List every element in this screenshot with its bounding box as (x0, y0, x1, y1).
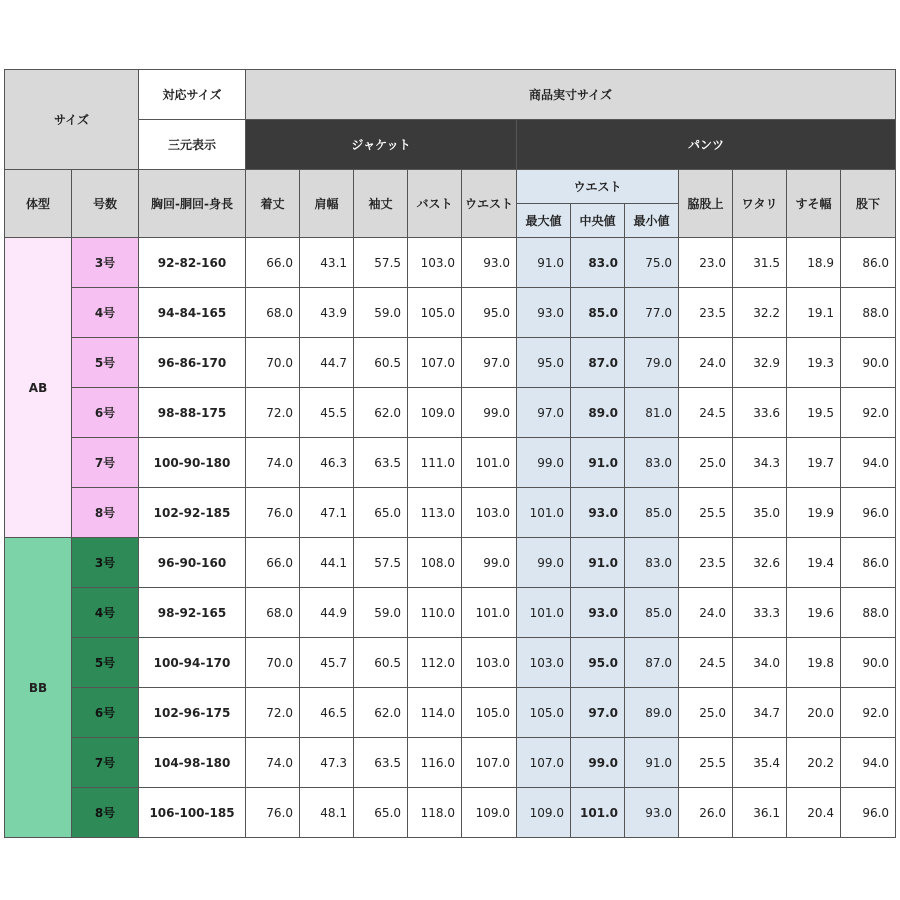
waist-mid-value: 101.0 (571, 788, 625, 838)
length-value: 72.0 (246, 688, 300, 738)
waist-max-value: 99.0 (517, 438, 571, 488)
table-row (5, 538, 896, 588)
size-number-cell: 3号 (72, 538, 139, 588)
waist-min-header: 最小値 (625, 204, 679, 238)
size-number-cell: 7号 (72, 438, 139, 488)
sleeve-value: 65.0 (354, 788, 408, 838)
sleeve-value: 63.5 (354, 438, 408, 488)
inseam-value: 88.0 (841, 288, 896, 338)
waist-min-value: 83.0 (625, 438, 679, 488)
jacket-waist-header: ウエスト (462, 170, 517, 238)
sleeve-value: 57.5 (354, 238, 408, 288)
bust-value: 107.0 (408, 338, 462, 388)
bust-value: 112.0 (408, 638, 462, 688)
inseam-value: 90.0 (841, 638, 896, 688)
table-row (5, 438, 896, 488)
shoulder-value: 43.9 (300, 288, 354, 338)
waist-min-value: 83.0 (625, 538, 679, 588)
sleeve-value: 65.0 (354, 488, 408, 538)
inseam-value: 90.0 (841, 338, 896, 388)
waist-min-value: 75.0 (625, 238, 679, 288)
inseam-header: 股下 (841, 170, 896, 238)
hem-value: 19.3 (787, 338, 841, 388)
jacket-waist-value: 95.0 (462, 288, 517, 338)
sleeve-value: 60.5 (354, 638, 408, 688)
bust-value: 108.0 (408, 538, 462, 588)
thigh-value: 36.1 (733, 788, 787, 838)
rise-value: 24.5 (679, 388, 733, 438)
waist-max-value: 103.0 (517, 638, 571, 688)
bust-value: 111.0 (408, 438, 462, 488)
waist-max-value: 105.0 (517, 688, 571, 738)
rise-value: 23.5 (679, 538, 733, 588)
inseam-value: 88.0 (841, 588, 896, 638)
rise-value: 25.0 (679, 688, 733, 738)
table-row (5, 788, 896, 838)
jacket-waist-value: 99.0 (462, 538, 517, 588)
hem-value: 19.6 (787, 588, 841, 638)
waist-min-value: 91.0 (625, 738, 679, 788)
bust-value: 110.0 (408, 588, 462, 638)
jacket-header: ジャケット (246, 120, 517, 170)
waist-min-value: 79.0 (625, 338, 679, 388)
length-value: 74.0 (246, 738, 300, 788)
waist-max-value: 95.0 (517, 338, 571, 388)
body-type-cell: BB (5, 538, 72, 838)
inseam-value: 92.0 (841, 388, 896, 438)
inseam-value: 96.0 (841, 788, 896, 838)
waist-min-value: 81.0 (625, 388, 679, 438)
length-value: 70.0 (246, 338, 300, 388)
shoulder-value: 45.7 (300, 638, 354, 688)
pants-waist-header: ウエスト (517, 170, 679, 204)
shoulder-value: 45.5 (300, 388, 354, 438)
size-header: サイズ (5, 70, 139, 170)
sleeve-value: 63.5 (354, 738, 408, 788)
dimensions-cell: 96-86-170 (139, 338, 246, 388)
size-number-cell: 5号 (72, 638, 139, 688)
length-header: 着丈 (246, 170, 300, 238)
size-number-cell: 4号 (72, 288, 139, 338)
waist-max-value: 101.0 (517, 488, 571, 538)
waist-min-value: 93.0 (625, 788, 679, 838)
waist-mid-value: 87.0 (571, 338, 625, 388)
body-type-header: 体型 (5, 170, 72, 238)
jacket-waist-value: 103.0 (462, 488, 517, 538)
supported-size-header: 対応サイズ (139, 70, 246, 120)
sleeve-value: 59.0 (354, 588, 408, 638)
shoulder-value: 46.5 (300, 688, 354, 738)
rise-value: 24.0 (679, 338, 733, 388)
dimensions-cell: 98-92-165 (139, 588, 246, 638)
length-value: 70.0 (246, 638, 300, 688)
rise-value: 25.5 (679, 488, 733, 538)
shoulder-value: 44.1 (300, 538, 354, 588)
inseam-value: 94.0 (841, 738, 896, 788)
waist-mid-value: 89.0 (571, 388, 625, 438)
table-row (5, 488, 896, 538)
waist-mid-value: 97.0 (571, 688, 625, 738)
jacket-waist-value: 93.0 (462, 238, 517, 288)
size-number-cell: 6号 (72, 388, 139, 438)
waist-max-value: 97.0 (517, 388, 571, 438)
sleeve-header: 袖丈 (354, 170, 408, 238)
thigh-value: 32.6 (733, 538, 787, 588)
sleeve-value: 62.0 (354, 388, 408, 438)
bust-value: 114.0 (408, 688, 462, 738)
waist-min-value: 85.0 (625, 488, 679, 538)
thigh-value: 32.2 (733, 288, 787, 338)
jacket-waist-value: 103.0 (462, 638, 517, 688)
waist-max-header: 最大値 (517, 204, 571, 238)
hem-value: 19.7 (787, 438, 841, 488)
jacket-waist-value: 97.0 (462, 338, 517, 388)
waist-mid-header: 中央値 (571, 204, 625, 238)
size-number-cell: 6号 (72, 688, 139, 738)
rise-value: 26.0 (679, 788, 733, 838)
dimensions-cell: 106-100-185 (139, 788, 246, 838)
sleeve-value: 60.5 (354, 338, 408, 388)
length-value: 66.0 (246, 238, 300, 288)
size-number-cell: 5号 (72, 338, 139, 388)
waist-max-value: 93.0 (517, 288, 571, 338)
jacket-waist-value: 109.0 (462, 788, 517, 838)
length-value: 72.0 (246, 388, 300, 438)
inseam-value: 92.0 (841, 688, 896, 738)
waist-max-value: 107.0 (517, 738, 571, 788)
waist-mid-value: 91.0 (571, 438, 625, 488)
hem-value: 19.9 (787, 488, 841, 538)
waist-min-value: 77.0 (625, 288, 679, 338)
dimensions-cell: 102-92-185 (139, 488, 246, 538)
rise-value: 25.5 (679, 738, 733, 788)
thigh-value: 35.0 (733, 488, 787, 538)
hem-value: 19.5 (787, 388, 841, 438)
bust-value: 118.0 (408, 788, 462, 838)
bust-value: 103.0 (408, 238, 462, 288)
table-row (5, 338, 896, 388)
waist-mid-value: 95.0 (571, 638, 625, 688)
table-row (5, 388, 896, 438)
rise-value: 24.5 (679, 638, 733, 688)
hem-value: 20.0 (787, 688, 841, 738)
hem-value: 19.8 (787, 638, 841, 688)
table-row (5, 638, 896, 688)
hem-value: 18.9 (787, 238, 841, 288)
size-number-cell: 8号 (72, 488, 139, 538)
hem-value: 20.4 (787, 788, 841, 838)
hem-value: 19.4 (787, 538, 841, 588)
shoulder-value: 44.9 (300, 588, 354, 638)
waist-mid-value: 85.0 (571, 288, 625, 338)
thigh-value: 35.4 (733, 738, 787, 788)
table-row (5, 588, 896, 638)
bust-value: 113.0 (408, 488, 462, 538)
size-number-cell: 4号 (72, 588, 139, 638)
thigh-value: 31.5 (733, 238, 787, 288)
dimensions-cell: 102-96-175 (139, 688, 246, 738)
waist-min-value: 85.0 (625, 588, 679, 638)
dimensions-cell: 98-88-175 (139, 388, 246, 438)
sleeve-value: 57.5 (354, 538, 408, 588)
thigh-value: 34.7 (733, 688, 787, 738)
chest-waist-height-header: 胸回-胴回-身長 (139, 170, 246, 238)
length-value: 68.0 (246, 588, 300, 638)
shoulder-value: 46.3 (300, 438, 354, 488)
jacket-waist-value: 99.0 (462, 388, 517, 438)
bust-value: 105.0 (408, 288, 462, 338)
pants-header: パンツ (517, 120, 896, 170)
three-dim-header: 三元表示 (139, 120, 246, 170)
number-header: 号数 (72, 170, 139, 238)
inseam-value: 94.0 (841, 438, 896, 488)
thigh-header: ワタリ (733, 170, 787, 238)
bust-value: 116.0 (408, 738, 462, 788)
inseam-value: 86.0 (841, 538, 896, 588)
hem-value: 19.1 (787, 288, 841, 338)
dimensions-cell: 100-94-170 (139, 638, 246, 688)
dimensions-cell: 92-82-160 (139, 238, 246, 288)
rise-value: 24.0 (679, 588, 733, 638)
shoulder-value: 44.7 (300, 338, 354, 388)
waist-mid-value: 83.0 (571, 238, 625, 288)
inseam-value: 86.0 (841, 238, 896, 288)
sleeve-value: 62.0 (354, 688, 408, 738)
dimensions-cell: 96-90-160 (139, 538, 246, 588)
shoulder-value: 47.1 (300, 488, 354, 538)
length-value: 66.0 (246, 538, 300, 588)
bust-value: 109.0 (408, 388, 462, 438)
actual-size-header: 商品実寸サイズ (246, 70, 896, 120)
jacket-waist-value: 107.0 (462, 738, 517, 788)
length-value: 76.0 (246, 788, 300, 838)
waist-mid-value: 91.0 (571, 538, 625, 588)
bust-header: バスト (408, 170, 462, 238)
rise-value: 23.0 (679, 238, 733, 288)
dimensions-cell: 104-98-180 (139, 738, 246, 788)
thigh-value: 33.6 (733, 388, 787, 438)
size-number-cell: 7号 (72, 738, 139, 788)
length-value: 76.0 (246, 488, 300, 538)
body-type-cell: AB (5, 238, 72, 538)
inseam-value: 96.0 (841, 488, 896, 538)
hem-value: 20.2 (787, 738, 841, 788)
thigh-value: 32.9 (733, 338, 787, 388)
shoulder-value: 47.3 (300, 738, 354, 788)
table-body (5, 238, 896, 838)
waist-mid-value: 93.0 (571, 488, 625, 538)
waist-max-value: 91.0 (517, 238, 571, 288)
shoulder-value: 43.1 (300, 238, 354, 288)
table-row (5, 688, 896, 738)
waist-min-value: 89.0 (625, 688, 679, 738)
rise-header: 脇股上 (679, 170, 733, 238)
table-row (5, 238, 896, 288)
rise-value: 23.5 (679, 288, 733, 338)
length-value: 68.0 (246, 288, 300, 338)
thigh-value: 34.3 (733, 438, 787, 488)
jacket-waist-value: 101.0 (462, 438, 517, 488)
length-value: 74.0 (246, 438, 300, 488)
waist-max-value: 109.0 (517, 788, 571, 838)
table-row (5, 288, 896, 338)
sleeve-value: 59.0 (354, 288, 408, 338)
waist-mid-value: 99.0 (571, 738, 625, 788)
dimensions-cell: 94-84-165 (139, 288, 246, 338)
rise-value: 25.0 (679, 438, 733, 488)
size-number-cell: 3号 (72, 238, 139, 288)
jacket-waist-value: 105.0 (462, 688, 517, 738)
size-number-cell: 8号 (72, 788, 139, 838)
waist-mid-value: 93.0 (571, 588, 625, 638)
jacket-waist-value: 101.0 (462, 588, 517, 638)
thigh-value: 33.3 (733, 588, 787, 638)
size-chart-table (4, 69, 896, 838)
waist-min-value: 87.0 (625, 638, 679, 688)
waist-max-value: 99.0 (517, 538, 571, 588)
hem-header: すそ幅 (787, 170, 841, 238)
table-row (5, 738, 896, 788)
thigh-value: 34.0 (733, 638, 787, 688)
shoulder-value: 48.1 (300, 788, 354, 838)
dimensions-cell: 100-90-180 (139, 438, 246, 488)
shoulder-header: 肩幅 (300, 170, 354, 238)
waist-max-value: 101.0 (517, 588, 571, 638)
